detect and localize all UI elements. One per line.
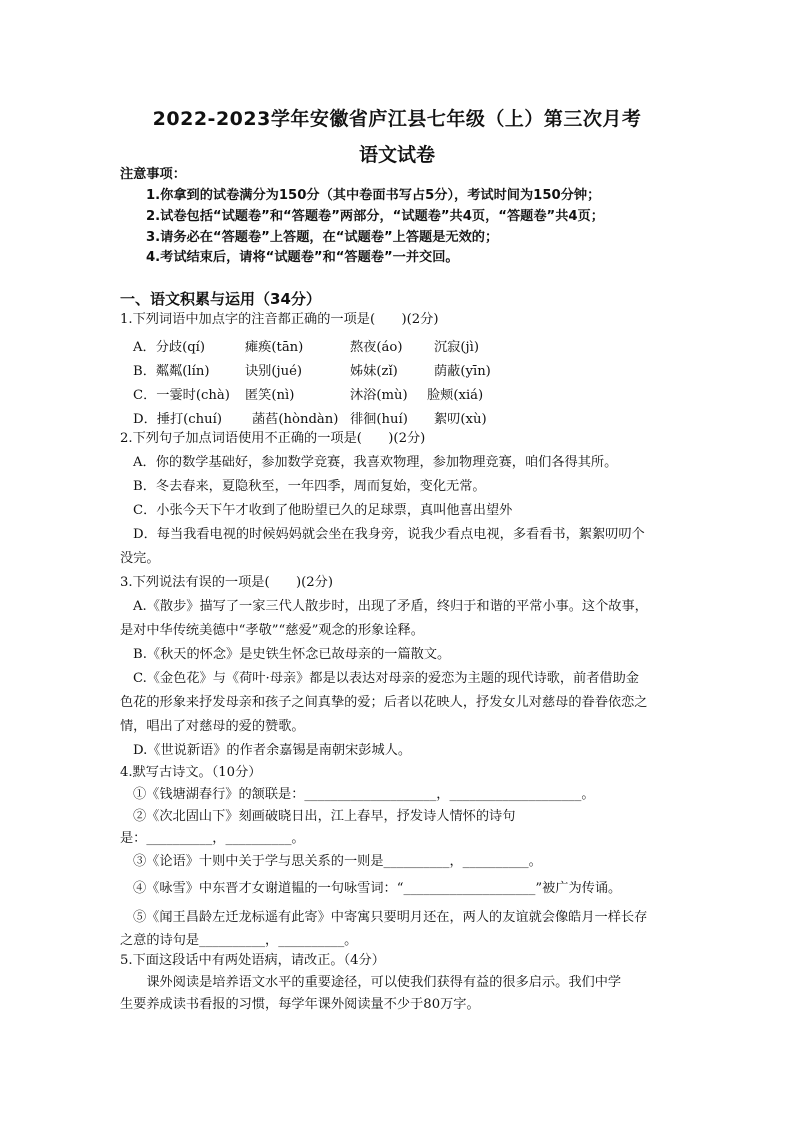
q2-option: D．每当我看电视的时候妈妈就会坐在我身旁，说我少看点电视，多看看书，絮絮叨叨个 bbox=[133, 527, 645, 542]
q5-passage: 课外阅读是培养语文水平的重要途径，可以使我们获得有益的很多启示。我们中学 bbox=[120, 975, 622, 990]
q1-option: D．捶打(chuí) bbox=[133, 412, 223, 427]
notice-item: 1.你拿到的试卷满分为150分（其中卷面书写占5分），考试时间为150分钟； bbox=[146, 188, 601, 203]
q3-option-continued: 情，唱出了对慈母的爱的赞歌。 bbox=[120, 719, 305, 734]
q1-option: A．分歧(qí) bbox=[133, 340, 206, 355]
notice-item: 2.试卷包括“试题卷”和“答题卷”两部分，“试题卷”共4页，“答题卷”共4页； bbox=[146, 209, 604, 224]
q1-option-word: 脸颊(xiá) bbox=[427, 388, 484, 403]
notice-item: 3.请务必在“答题卷”上答题，在“试题卷”上答题是无效的； bbox=[146, 230, 499, 245]
q1-option-word: 沐浴(mù) bbox=[350, 388, 408, 403]
q1-option-word: 徘徊(huí) bbox=[350, 412, 408, 427]
q3-option: A.《散步》描写了一家三代人散步时，出现了矛盾，终归于和谐的平常小事。这个故事， bbox=[133, 599, 648, 614]
q4-item: ④《咏雪》中东晋才女谢道韫的一句咏雪词：“____________________”被广为传诵。 bbox=[133, 881, 622, 896]
q4-item-continued: 是：__________，__________。 bbox=[120, 831, 305, 846]
q1-option-word: 诀别(jué) bbox=[245, 364, 303, 379]
q4-item: ⑤《闻王昌龄左迁龙标遥有此寄》中寄寓只要明月还在，两人的友谊就会像皓月一样长存 bbox=[133, 910, 648, 925]
q3-option: B.《秋天的怀念》是史铁生怀念已故母亲的一篇散文。 bbox=[133, 647, 451, 662]
q1-option-word: 匿笑(nì) bbox=[245, 388, 295, 403]
notice-item: 4.考试结束后，请将“试题卷”和“答题卷”一并交回。 bbox=[146, 250, 459, 265]
q4-item: ③《论语》十则中关于学与思关系的一则是__________，__________。 bbox=[133, 854, 542, 869]
q1-option-word: 姊妹(zǐ) bbox=[350, 364, 398, 379]
question-2-stem: 2.下列句子加点词语使用不正确的一项是( )(2分) bbox=[120, 431, 426, 446]
q2-option: C．小张今天下午才收到了他盼望已久的足球票，真叫他喜出望外 bbox=[133, 503, 513, 518]
exam-subtitle: 语文试卷 bbox=[358, 144, 435, 166]
q3-option: C.《金色花》与《荷叶·母亲》都是以表达对母亲的爱恋为主题的现代诗歌，前者借助金 bbox=[133, 671, 639, 686]
q5-passage: 生要养成读书看报的习惯，每学年课外阅读量不少于80万字。 bbox=[120, 997, 480, 1012]
exam-title: 2022-2023学年安徽省庐江县七年级（上）第三次月考 bbox=[152, 108, 642, 130]
q3-option-continued: 色花的形象来抒发母亲和孩子之间真挚的爱；后者以花映人，抒发女儿对慈母的眷眷依恋之 bbox=[120, 695, 648, 710]
question-1-stem: 1.下列词语中加点字的注音都正确的一项是( )(2分) bbox=[120, 312, 439, 327]
q1-option-word: 熬夜(áo) bbox=[350, 340, 403, 355]
section-heading: 一、语文积累与运用（34分） bbox=[120, 290, 321, 308]
q1-option: B．粼粼(lín) bbox=[133, 364, 210, 379]
q4-item: ①《钱塘湖春行》的颔联是：____________________，____________________。 bbox=[133, 787, 595, 802]
q3-option: D.《世说新语》的作者余嘉锡是南朝宋彭城人。 bbox=[133, 743, 412, 758]
question-4-stem: 4.默写古诗文。（10分） bbox=[120, 765, 262, 780]
question-5-stem: 5.下面这段话中有两处语病，请改正。（4分） bbox=[120, 953, 385, 968]
question-3-stem: 3.下列说法有误的一项是( )(2分) bbox=[120, 575, 333, 590]
q2-option-continued: 没完。 bbox=[120, 551, 160, 566]
q1-option-word: 沉寂(jì) bbox=[434, 340, 479, 355]
q1-option-word: 瘫痪(tān) bbox=[245, 340, 304, 355]
q1-option-word: 絮叨(xù) bbox=[434, 412, 487, 427]
q3-option-continued: 是对中华传统美德中“孝敬”“慈爱”观念的形象诠释。 bbox=[120, 623, 424, 638]
q2-option: B．冬去春来，夏隐秋至，一年四季，周而复始，变化无常。 bbox=[133, 479, 486, 494]
q2-option: A．你的数学基础好，参加数学竞赛，我喜欢物理，参加物理竞赛，咱们各得其所。 bbox=[133, 455, 618, 470]
q1-option: C．一霎时(chà) bbox=[133, 388, 230, 403]
q1-option-word: 菡萏(hòndàn) bbox=[252, 412, 339, 427]
q1-option-word: 荫蔽(yīn) bbox=[434, 364, 491, 379]
q4-item-continued: 之意的诗句是__________，__________。 bbox=[120, 933, 358, 948]
q4-item: ②《次北固山下》刻画破晓日出，江上春早，抒发诗人情怀的诗句 bbox=[133, 809, 516, 824]
notice-heading: 注意事项： bbox=[120, 167, 186, 182]
